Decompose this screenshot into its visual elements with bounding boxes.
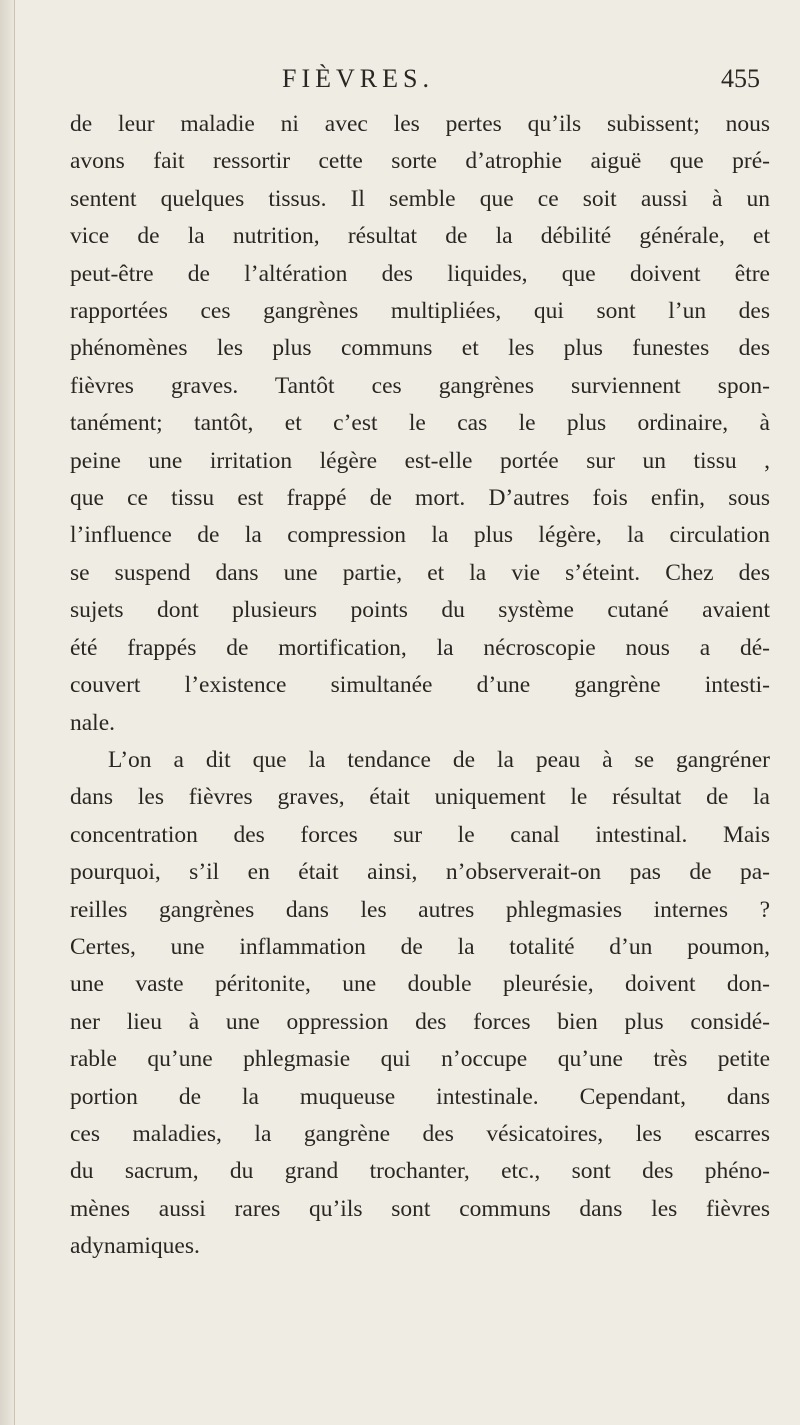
page-binding-edge bbox=[0, 0, 15, 1425]
text-line: peine une irritation légère est-elle portée sur un tissu , bbox=[70, 447, 770, 474]
text-line: été frappés de mortification, la nécroscopie nous a dé- bbox=[70, 634, 770, 661]
text-line: pourquoi, s’il en était ainsi, n’observerait-on pas de pa- bbox=[70, 859, 770, 886]
text-line: dans les fièvres graves, était uniquement le résultat de la bbox=[70, 784, 770, 811]
text-line: Certes, une inflammation de la totalité d’un poumon, bbox=[70, 933, 770, 960]
text-line: nale. bbox=[70, 709, 116, 736]
text-line: concentration des forces sur le canal intestinal. Mais bbox=[70, 821, 770, 848]
text-line: de leur maladie ni avec les pertes qu’ils subissent; nous bbox=[70, 111, 770, 137]
paragraph-1 bbox=[70, 106, 770, 742]
running-title: FIÈVRES. bbox=[282, 64, 434, 93]
text-line: phénomènes les plus communs et les plus funestes des bbox=[70, 335, 770, 362]
body-text bbox=[70, 106, 770, 1266]
text-line: l’influence de la compression la plus légère, la circulation bbox=[70, 522, 770, 549]
book-page bbox=[70, 62, 770, 1266]
text-line: ces maladies, la gangrène des vésicatoires, les escarres bbox=[70, 1120, 770, 1147]
text-line: adynamiques. bbox=[70, 1233, 200, 1260]
text-line: rapportées ces gangrènes multipliées, qui sont l’un des bbox=[70, 298, 770, 325]
paragraph-2 bbox=[70, 742, 770, 1266]
text-line: portion de la muqueuse intestinale. Cependant, dans bbox=[70, 1083, 770, 1110]
text-line: vice de la nutrition, résultat de la débilité générale, et bbox=[70, 223, 770, 250]
page-number: 455 bbox=[721, 64, 760, 93]
text-line: L’on a dit que la tendance de la peau à se gangréner bbox=[108, 746, 770, 773]
text-line: du sacrum, du grand trochanter, etc., sont des phéno- bbox=[70, 1158, 770, 1185]
text-line: que ce tissu est frappé de mort. D’autres fois enfin, sous bbox=[70, 485, 770, 512]
text-line: sentent quelques tissus. Il semble que ce soit aussi à un bbox=[70, 185, 770, 212]
text-line: reilles gangrènes dans les autres phlegmasies internes ? bbox=[70, 896, 770, 923]
text-line: couvert l’existence simultanée d’une gangrène intesti- bbox=[70, 672, 770, 699]
text-line: peut-être de l’altération des liquides, que doivent être bbox=[70, 260, 770, 287]
text-line: ner lieu à une oppression des forces bien plus considé- bbox=[70, 1008, 770, 1035]
text-line: rable qu’une phlegmasie qui n’occupe qu’une très petite bbox=[70, 1046, 770, 1073]
text-line: une vaste péritonite, une double pleurésie, doivent don- bbox=[70, 971, 770, 998]
text-line: se suspend dans une partie, et la vie s’éteint. Chez des bbox=[70, 559, 770, 586]
text-line: sujets dont plusieurs points du système cutané avaient bbox=[70, 597, 770, 624]
text-line: fièvres graves. Tantôt ces gangrènes surviennent spon- bbox=[70, 372, 770, 399]
text-line: avons fait ressortir cette sorte d’atrophie aiguë que pré- bbox=[70, 148, 770, 175]
text-line: tanément; tantôt, et c’est le cas le plus ordinaire, à bbox=[70, 410, 770, 437]
running-head bbox=[70, 62, 770, 102]
text-line: mènes aussi rares qu’ils sont communs dans les fièvres bbox=[70, 1195, 770, 1222]
